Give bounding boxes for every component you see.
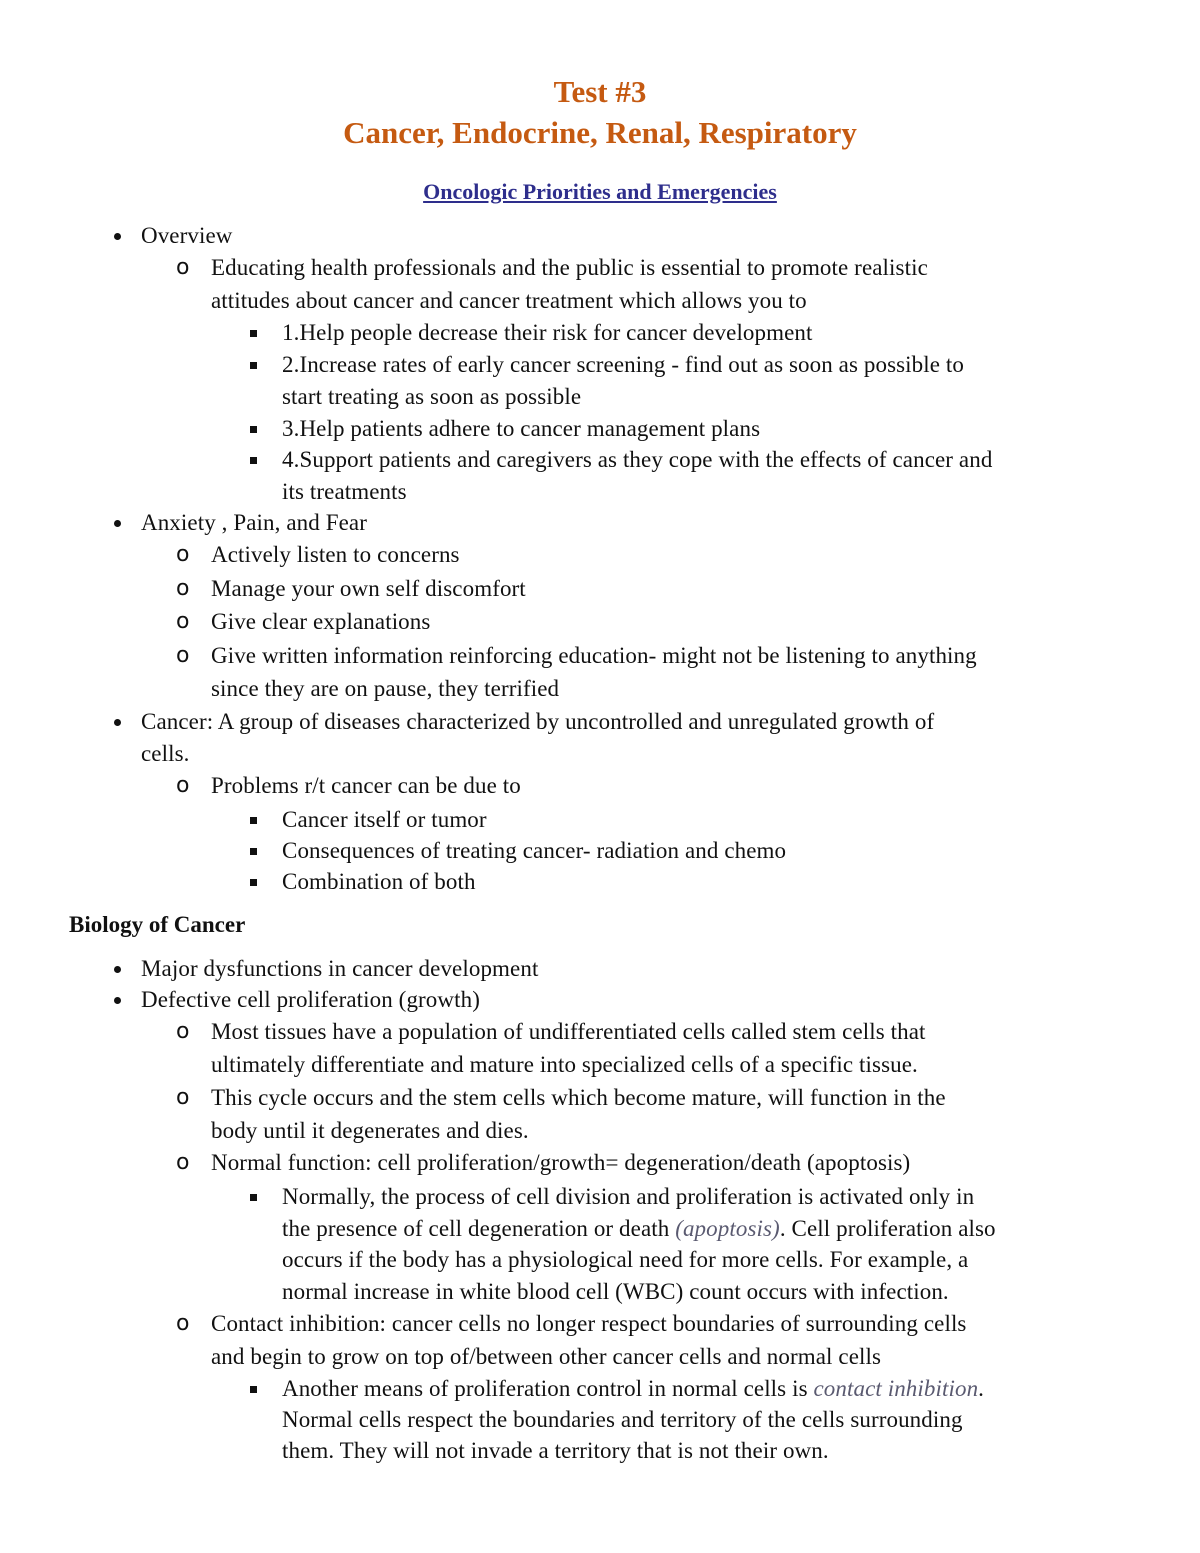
list-item-text: them. They will not invade a territory that is not their own. — [282, 1438, 829, 1463]
list-item-text: Give written information reinforcing education- might not be listening to anything — [211, 643, 977, 668]
list-item-text: Consequences of treating cancer- radiation and chemo — [282, 838, 787, 863]
square-bullet-icon — [250, 1386, 257, 1393]
square-bullet-icon — [250, 362, 257, 369]
list-item-text: the presence of cell degeneration or death (apoptosis). Cell proliferation also — [282, 1216, 996, 1241]
list-item-text: normal increase in white blood cell (WBC) count occurs with infection. — [282, 1279, 949, 1304]
list-item-text: Another means of proliferation control in normal cells is contact inhibition. — [282, 1376, 985, 1401]
list-item-text: Manage your own self discomfort — [211, 576, 526, 601]
list-item-text: 4.Support patients and caregivers as they cope with the effects of cancer and — [282, 447, 993, 472]
list-item-text: Problems r/t cancer can be due to — [211, 773, 521, 798]
list-item-text: 1.Help people decrease their risk for cancer development — [282, 320, 813, 345]
list-item-text: Normally, the process of cell division and proliferation is activated only in — [282, 1184, 975, 1209]
circle-bullet-icon: o — [176, 255, 190, 280]
list-item-text: occurs if the body has a physiological need for more cells. For example, a — [282, 1247, 969, 1272]
list-item-text: cells. — [141, 741, 190, 766]
document-subtitle: Cancer, Endocrine, Renal, Respiratory — [343, 115, 857, 150]
section-title-link[interactable]: Oncologic Priorities and Emergencies — [423, 179, 777, 204]
list-item-text: body until it degenerates and dies. — [211, 1118, 529, 1143]
bullet-icon — [114, 719, 121, 726]
bullet-icon — [114, 233, 121, 240]
bullet-icon — [114, 520, 121, 527]
list-item-text: Major dysfunctions in cancer development — [141, 956, 539, 981]
bullet-icon — [114, 966, 121, 973]
list-item-text: start treating as soon as possible — [282, 384, 582, 409]
circle-bullet-icon: o — [176, 609, 190, 634]
list-item-text: its treatments — [282, 479, 407, 504]
list-item-text: 2.Increase rates of early cancer screening - find out as soon as possible to — [282, 352, 965, 377]
list-item-text: Contact inhibition: cancer cells no longer respect boundaries of surrounding cells — [211, 1311, 967, 1336]
list-item-text: Combination of both — [282, 869, 476, 894]
square-bullet-icon — [250, 879, 257, 886]
list-item-cancer: Cancer: A group of diseases characterized by uncontrolled and unregulated growth of — [141, 709, 935, 734]
circle-bullet-icon: o — [176, 643, 190, 668]
square-bullet-icon — [250, 457, 257, 464]
circle-bullet-icon: o — [176, 576, 190, 601]
circle-bullet-icon: o — [176, 1019, 190, 1044]
bullet-icon — [114, 997, 121, 1004]
circle-bullet-icon: o — [176, 1311, 190, 1336]
list-item-text: Most tissues have a population of undifferentiated cells called stem cells that — [211, 1019, 926, 1044]
list-item-text: Educating health professionals and the public is essential to promote realistic — [211, 255, 928, 280]
list-item-text: attitudes about cancer and cancer treatment which allows you to — [211, 288, 807, 313]
square-bullet-icon — [250, 426, 257, 433]
list-item-overview: Overview — [141, 223, 233, 248]
circle-bullet-icon: o — [176, 542, 190, 567]
list-item-text: Cancer itself or tumor — [282, 807, 487, 832]
list-item-text: and begin to grow on top of/between other cancer cells and normal cells — [211, 1344, 882, 1369]
list-item-text: Actively listen to concerns — [211, 542, 460, 567]
square-bullet-icon — [250, 330, 257, 337]
list-item-text: This cycle occurs and the stem cells which become mature, will function in the — [211, 1085, 946, 1110]
list-item-text: Normal cells respect the boundaries and territory of the cells surrounding — [282, 1407, 963, 1432]
list-item-text: Give clear explanations — [211, 609, 431, 634]
list-item-text: 3.Help patients adhere to cancer management plans — [282, 416, 761, 441]
circle-bullet-icon: o — [176, 773, 190, 798]
circle-bullet-icon: o — [176, 1085, 190, 1110]
circle-bullet-icon: o — [176, 1150, 190, 1175]
square-bullet-icon — [250, 1194, 257, 1201]
list-item-text: Defective cell proliferation (growth) — [141, 987, 480, 1012]
square-bullet-icon — [250, 848, 257, 855]
list-item-text: ultimately differentiate and mature into specialized cells of a specific tissue. — [211, 1052, 918, 1077]
list-item-text: since they are on pause, they terrified — [211, 676, 560, 701]
section-heading: Biology of Cancer — [69, 912, 246, 937]
list-item-anxiety: Anxiety , Pain, and Fear — [141, 510, 367, 535]
list-item-text: Normal function: cell proliferation/growth= degeneration/death (apoptosis) — [211, 1150, 911, 1175]
square-bullet-icon — [250, 817, 257, 824]
document-title: Test #3 — [553, 74, 647, 109]
